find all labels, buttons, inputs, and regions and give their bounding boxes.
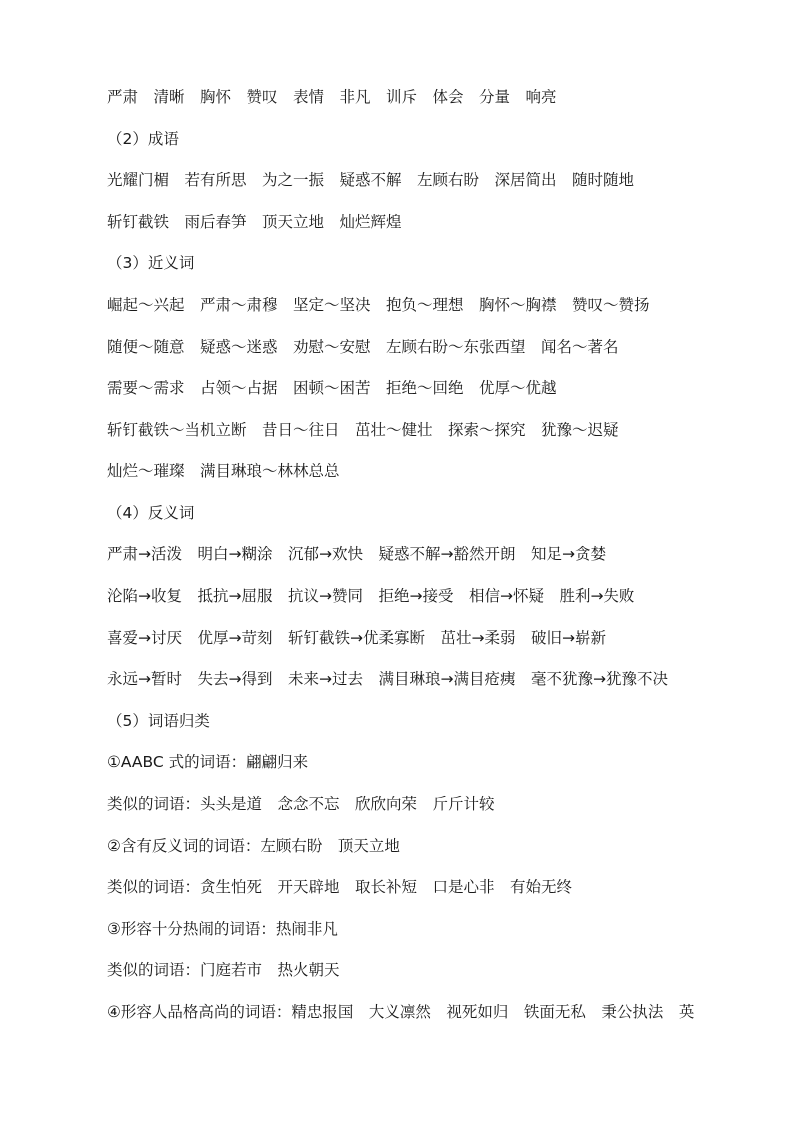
synonyms-line: 随便～随意 疑惑～迷惑 劝慰～安慰 左顾右盼～东张西望 闻名～著名 <box>107 338 619 356</box>
section-heading-synonyms: （3）近义词 <box>107 254 195 272</box>
section-heading-classification: （5）词语归类 <box>107 712 210 730</box>
classification-similar: 类似的词语：贪生怕死 开天辟地 取长补短 口是心非 有始无终 <box>107 878 573 896</box>
antonyms-line: 永远→暂时 失去→得到 未来→过去 满目琳琅→满目疮痍 毫不犹豫→犹豫不决 <box>107 670 668 688</box>
classification-item: ②含有反义词的词语：左顾右盼 顶天立地 <box>107 837 400 855</box>
classification-similar: 类似的词语：头头是道 念念不忘 欣欣向荣 斤斤计较 <box>107 795 495 813</box>
antonyms-line: 喜爱→讨厌 优厚→苛刻 斩钉截铁→优柔寡断 茁壮→柔弱 破旧→崭新 <box>107 629 606 647</box>
synonyms-line: 崛起～兴起 严肃～肃穆 坚定～坚决 抱负～理想 胸怀～胸襟 赞叹～赞扬 <box>107 296 650 314</box>
classification-item: ①AABC 式的词语：翩翩归来 <box>107 753 309 771</box>
classification-item: ④形容人品格高尚的词语：精忠报国 大义凛然 视死如归 铁面无私 秉公执法 英 <box>107 1003 695 1021</box>
antonyms-line: 沦陷→收复 抵抗→屈服 抗议→赞同 拒绝→接受 相信→怀疑 胜利→失败 <box>107 587 635 605</box>
idioms-line: 斩钉截铁 雨后春笋 顶天立地 灿烂辉煌 <box>107 213 402 231</box>
section-heading-idioms: （2）成语 <box>107 130 179 148</box>
synonyms-line: 斩钉截铁～当机立断 昔日～往日 茁壮～健壮 探索～探究 犹豫～迟疑 <box>107 421 619 439</box>
synonyms-line: 需要～需求 占领～占据 困顿～困苦 拒绝～回绝 优厚～优越 <box>107 379 557 397</box>
antonyms-line: 严肃→活泼 明白→糊涂 沉郁→欢快 疑惑不解→豁然开朗 知足→贪婪 <box>107 545 606 563</box>
idioms-line: 光耀门楣 若有所思 为之一振 疑惑不解 左顾右盼 深居简出 随时随地 <box>107 171 635 189</box>
vocab-line: 严肃 清晰 胸怀 赞叹 表情 非凡 训斥 体会 分量 响亮 <box>107 88 557 106</box>
classification-item: ③形容十分热闹的词语：热闹非凡 <box>107 920 338 938</box>
classification-similar: 类似的词语：门庭若市 热火朝天 <box>107 961 340 979</box>
section-heading-antonyms: （4）反义词 <box>107 504 195 522</box>
synonyms-line: 灿烂～璀璨 满目琳琅～林林总总 <box>107 462 340 480</box>
